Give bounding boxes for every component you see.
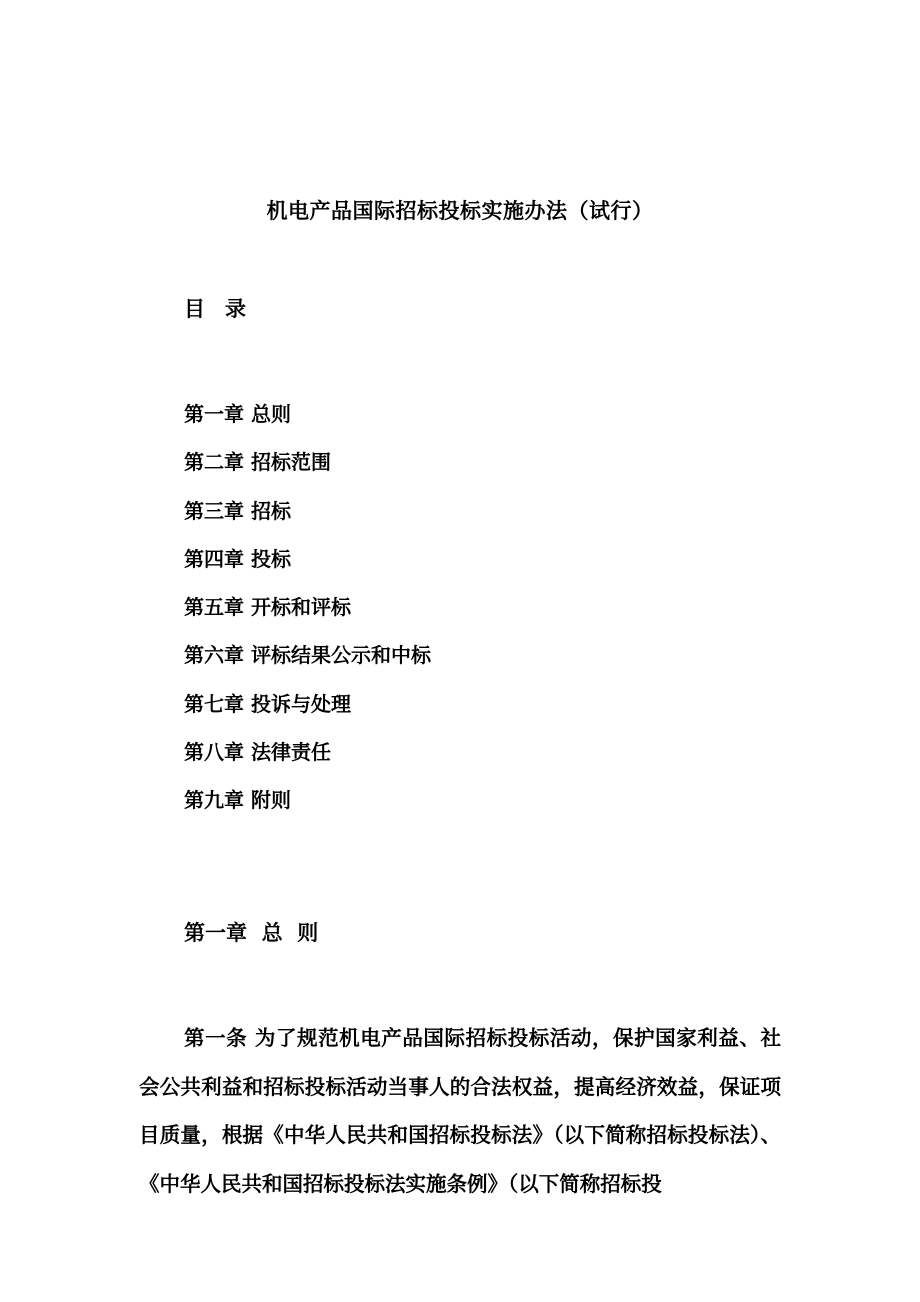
toc-chapter-title: 总则 <box>250 402 291 426</box>
document-title: 机电产品国际招标投标实施办法（试行） <box>266 198 654 223</box>
toc-chapter-title: 投标 <box>250 546 291 571</box>
toc-chapter-number: 第六章 <box>184 643 244 668</box>
toc-item-chapter-1 <box>184 390 431 438</box>
toc-chapter-title: 投诉与处理 <box>250 691 351 716</box>
toc-chapter-number: 第二章 <box>184 450 244 475</box>
toc-heading: 目录 <box>184 296 266 321</box>
toc-item-chapter-6 <box>184 631 431 679</box>
toc-chapter-number: 第九章 <box>184 788 244 813</box>
toc-item-chapter-4 <box>184 535 431 583</box>
toc-chapter-title: 招标范围 <box>250 450 331 475</box>
toc-item-chapter-5 <box>184 583 431 631</box>
toc-chapter-title: 法律责任 <box>250 740 331 765</box>
toc-chapter-title: 评标结果公示和中标 <box>250 643 431 668</box>
toc-item-chapter-7 <box>184 680 431 728</box>
toc-chapter-number: 第三章 <box>184 498 244 523</box>
toc-item-chapter-2 <box>184 438 431 486</box>
toc-item-chapter-3 <box>184 487 431 535</box>
chapter-1-heading: 第一章 总 则 <box>184 920 319 945</box>
toc-chapter-number: 第八章 <box>184 740 244 765</box>
toc-chapter-title: 招标 <box>250 498 291 523</box>
toc-chapter-number: 第一章 <box>184 402 244 426</box>
toc-chapter-number: 第四章 <box>184 546 244 571</box>
toc-chapter-title: 附则 <box>250 788 291 813</box>
table-of-contents <box>184 390 431 825</box>
article-1-paragraph: 第一条 为了规范机电产品国际招标投标活动，保护国家利益、社会公共利益和招标投标活动当事人的合法权益，提高经济效益，保证项目质量，根据《中华人民共和国招标投标法》（以下简称招标投标法）、《中华人民共和国招标投标法实施条例》（以下简称招标投 <box>139 1026 781 1196</box>
toc-chapter-title: 开标和评标 <box>250 595 351 620</box>
toc-item-chapter-9 <box>184 776 431 824</box>
toc-item-chapter-8 <box>184 728 431 776</box>
toc-chapter-number: 第五章 <box>184 595 244 620</box>
toc-chapter-number: 第七章 <box>184 691 244 716</box>
